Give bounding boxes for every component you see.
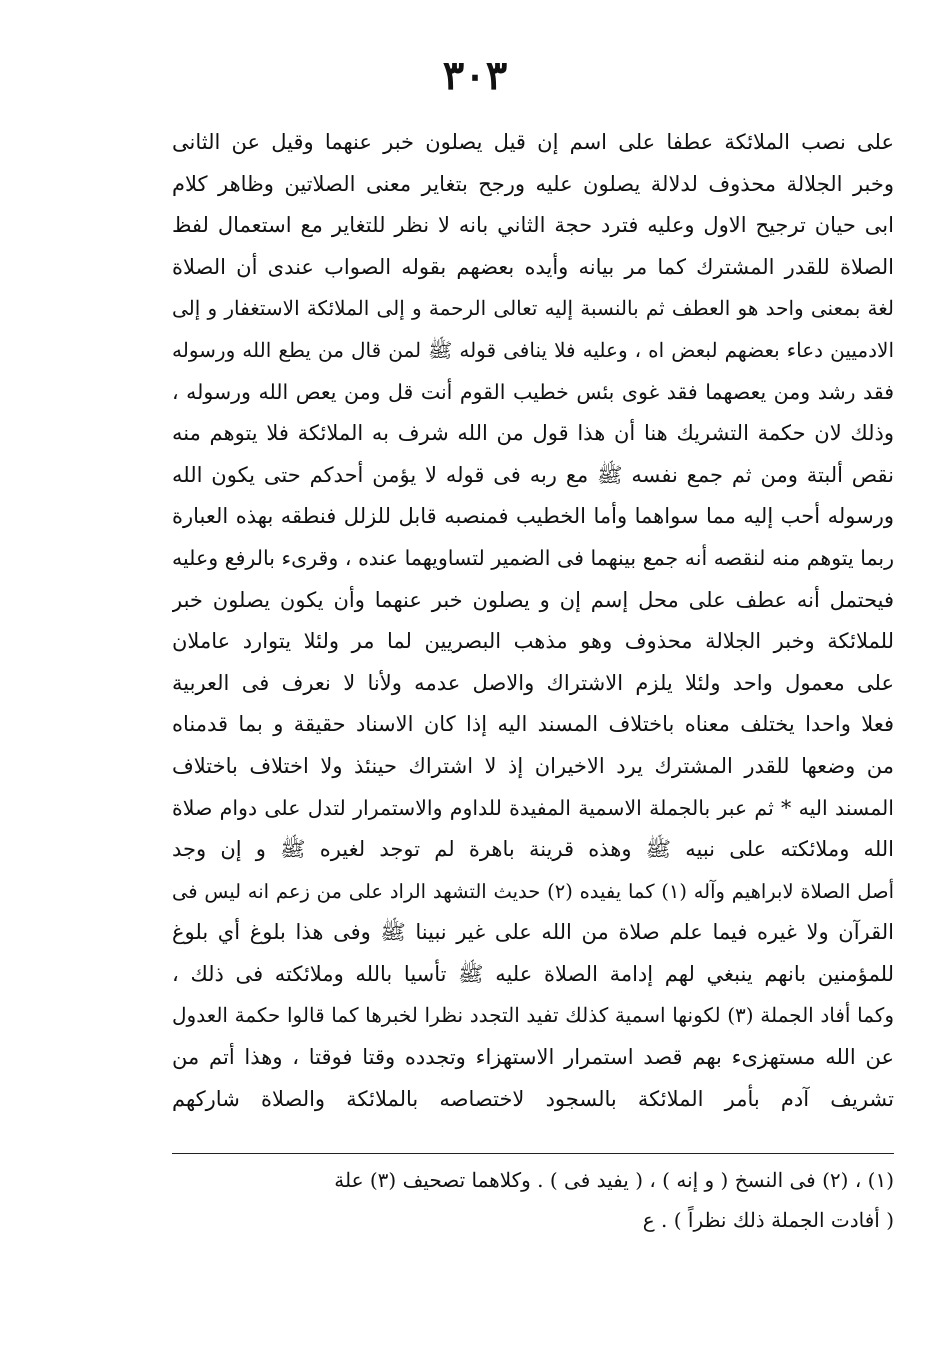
text-line: للمؤمنين بانهم ينبغي لهم إدامة الصلاة عليه ﷺ تأسيا بالله وملائكته فى ذلك ، xyxy=(172,961,894,986)
text-line: ورسوله أحب إليه مما سواهما وأما الخطيب فمنصبه قابل للزلل فنطقه بهذه العبارة xyxy=(172,504,894,529)
text-line: فقد رشد ومن يعصهما فقد غوى بئس خطيب القوم أنت قل ومن يعص الله ورسوله ، xyxy=(172,379,894,404)
text-line: نقص ألبتة ومن ثم جمع نفسه ﷺ مع ربه فى قوله لا يؤمن أحدكم حتى يكون الله xyxy=(172,462,894,487)
text-line: فيحتمل أنه عطف على محل إسم إن و يصلون خبر عنهما وأن يكون يصلون خبر xyxy=(172,587,894,612)
text-line: ابى حيان ترجيح الاول وعليه فترد حجة الثاني بانه لا نظر للتغاير مع استعمال لفظ xyxy=(172,213,894,238)
text-line: على نصب الملائكة عطفا على اسم إن قيل يصلون خبر عنهما وقيل عن الثانى xyxy=(172,130,894,154)
text-line: عن الله مستهزىء بهم قصد استمرار الاستهزاء وتجدده وقتا فوقتا ، وهذا أتم من xyxy=(172,1045,894,1070)
text-line: تشريف آدم بأمر الملائكة بالسجود لاختصاصه بالملائكة والصلاة شاركهم xyxy=(172,1086,894,1111)
footnote-divider xyxy=(172,1153,894,1154)
text-line: المسند اليه * ثم عبر بالجملة الاسمية المفيدة للداوم والاستمرار لتدل على دوام صلاة xyxy=(172,795,894,820)
text-line: وكما أفاد الجملة (٣) لكونها اسمية كذلك تفيد التجدد نظرا لخبرها كما قالوا حكمة العدول xyxy=(172,1003,894,1028)
page-number: ٣٠٣ xyxy=(442,52,508,99)
text-line: الادميين دعاء بعضهم لبعض اه ، وعليه فلا ينافى قوله ﷺ لمن قال من يطع الله ورسوله xyxy=(172,337,894,362)
text-line: الله وملائكته على نبيه ﷺ وهذه قرينة باهرة لم توجد لغيره ﷺ و إن وجد xyxy=(172,837,894,862)
text-line: وذلك لان حكمة التشريك هنا أن هذا قول من الله شرف به الملائكة فلا يتوهم منه xyxy=(172,421,894,446)
text-line: للملائكة وخبر الجلالة محذوف وهو مذهب البصريين لما مر ولئلا يتوارد عاملان xyxy=(172,629,894,654)
text-line: على معمول واحد ولئلا يلزم الاشتراك والاصل عدمه ولأنا لا نعرف فى العربية xyxy=(172,670,894,695)
text-line: أصل الصلاة لابراهيم وآله (١) كما يفيده (٢) حديث التشهد الراد على من زعم انه ليس فى xyxy=(172,879,894,903)
text-line: ربما يتوهم منه لنقصه أنه جمع بينهما فى الضمير لتساويهما عنده ، وقرىء بالرفع وعليه xyxy=(172,545,894,570)
text-line: فعلا واحدا يختلف معناه باختلاف المسند اليه إذا كان الاسناد حقيقة و بما قدمناه xyxy=(172,712,894,737)
text-line: القرآن ولا غيره فيما علم صلاة من الله على غير نبينا ﷺ وفى هذا بلوغ أي بلوغ xyxy=(172,920,894,945)
footnote-line: (١) ، (٢) فى النسخ ( و إنه ) ، ( يفيد فى ) . وكلاهما تصحيف (٣) علة xyxy=(334,1168,894,1192)
body-text xyxy=(172,122,894,1120)
text-line: من وضعها للقدر المشترك يرد الاخيران إذ لا اشتراك حينئذ ولا اختلاف باختلاف xyxy=(172,753,894,778)
text-line: الصلاة للقدر المشترك كما مر بيانه وأيده بعضهم بقوله الصواب عندى أن الصلاة xyxy=(172,254,894,279)
text-line: لغة بمعنى واحد هو العطف ثم بالنسبة إليه تعالى الرحمة و إلى الملائكة الاستغفار و إلى xyxy=(172,296,894,321)
text-line: وخبر الجلالة محذوف لدلالة يصلون عليه ورجح بتغاير معنى الصلاتين وظاهر كلام xyxy=(172,171,894,196)
footnote-line: ( أفادت الجملة ذلك نظراً ) . ع xyxy=(642,1208,894,1232)
footnotes xyxy=(172,1160,894,1240)
